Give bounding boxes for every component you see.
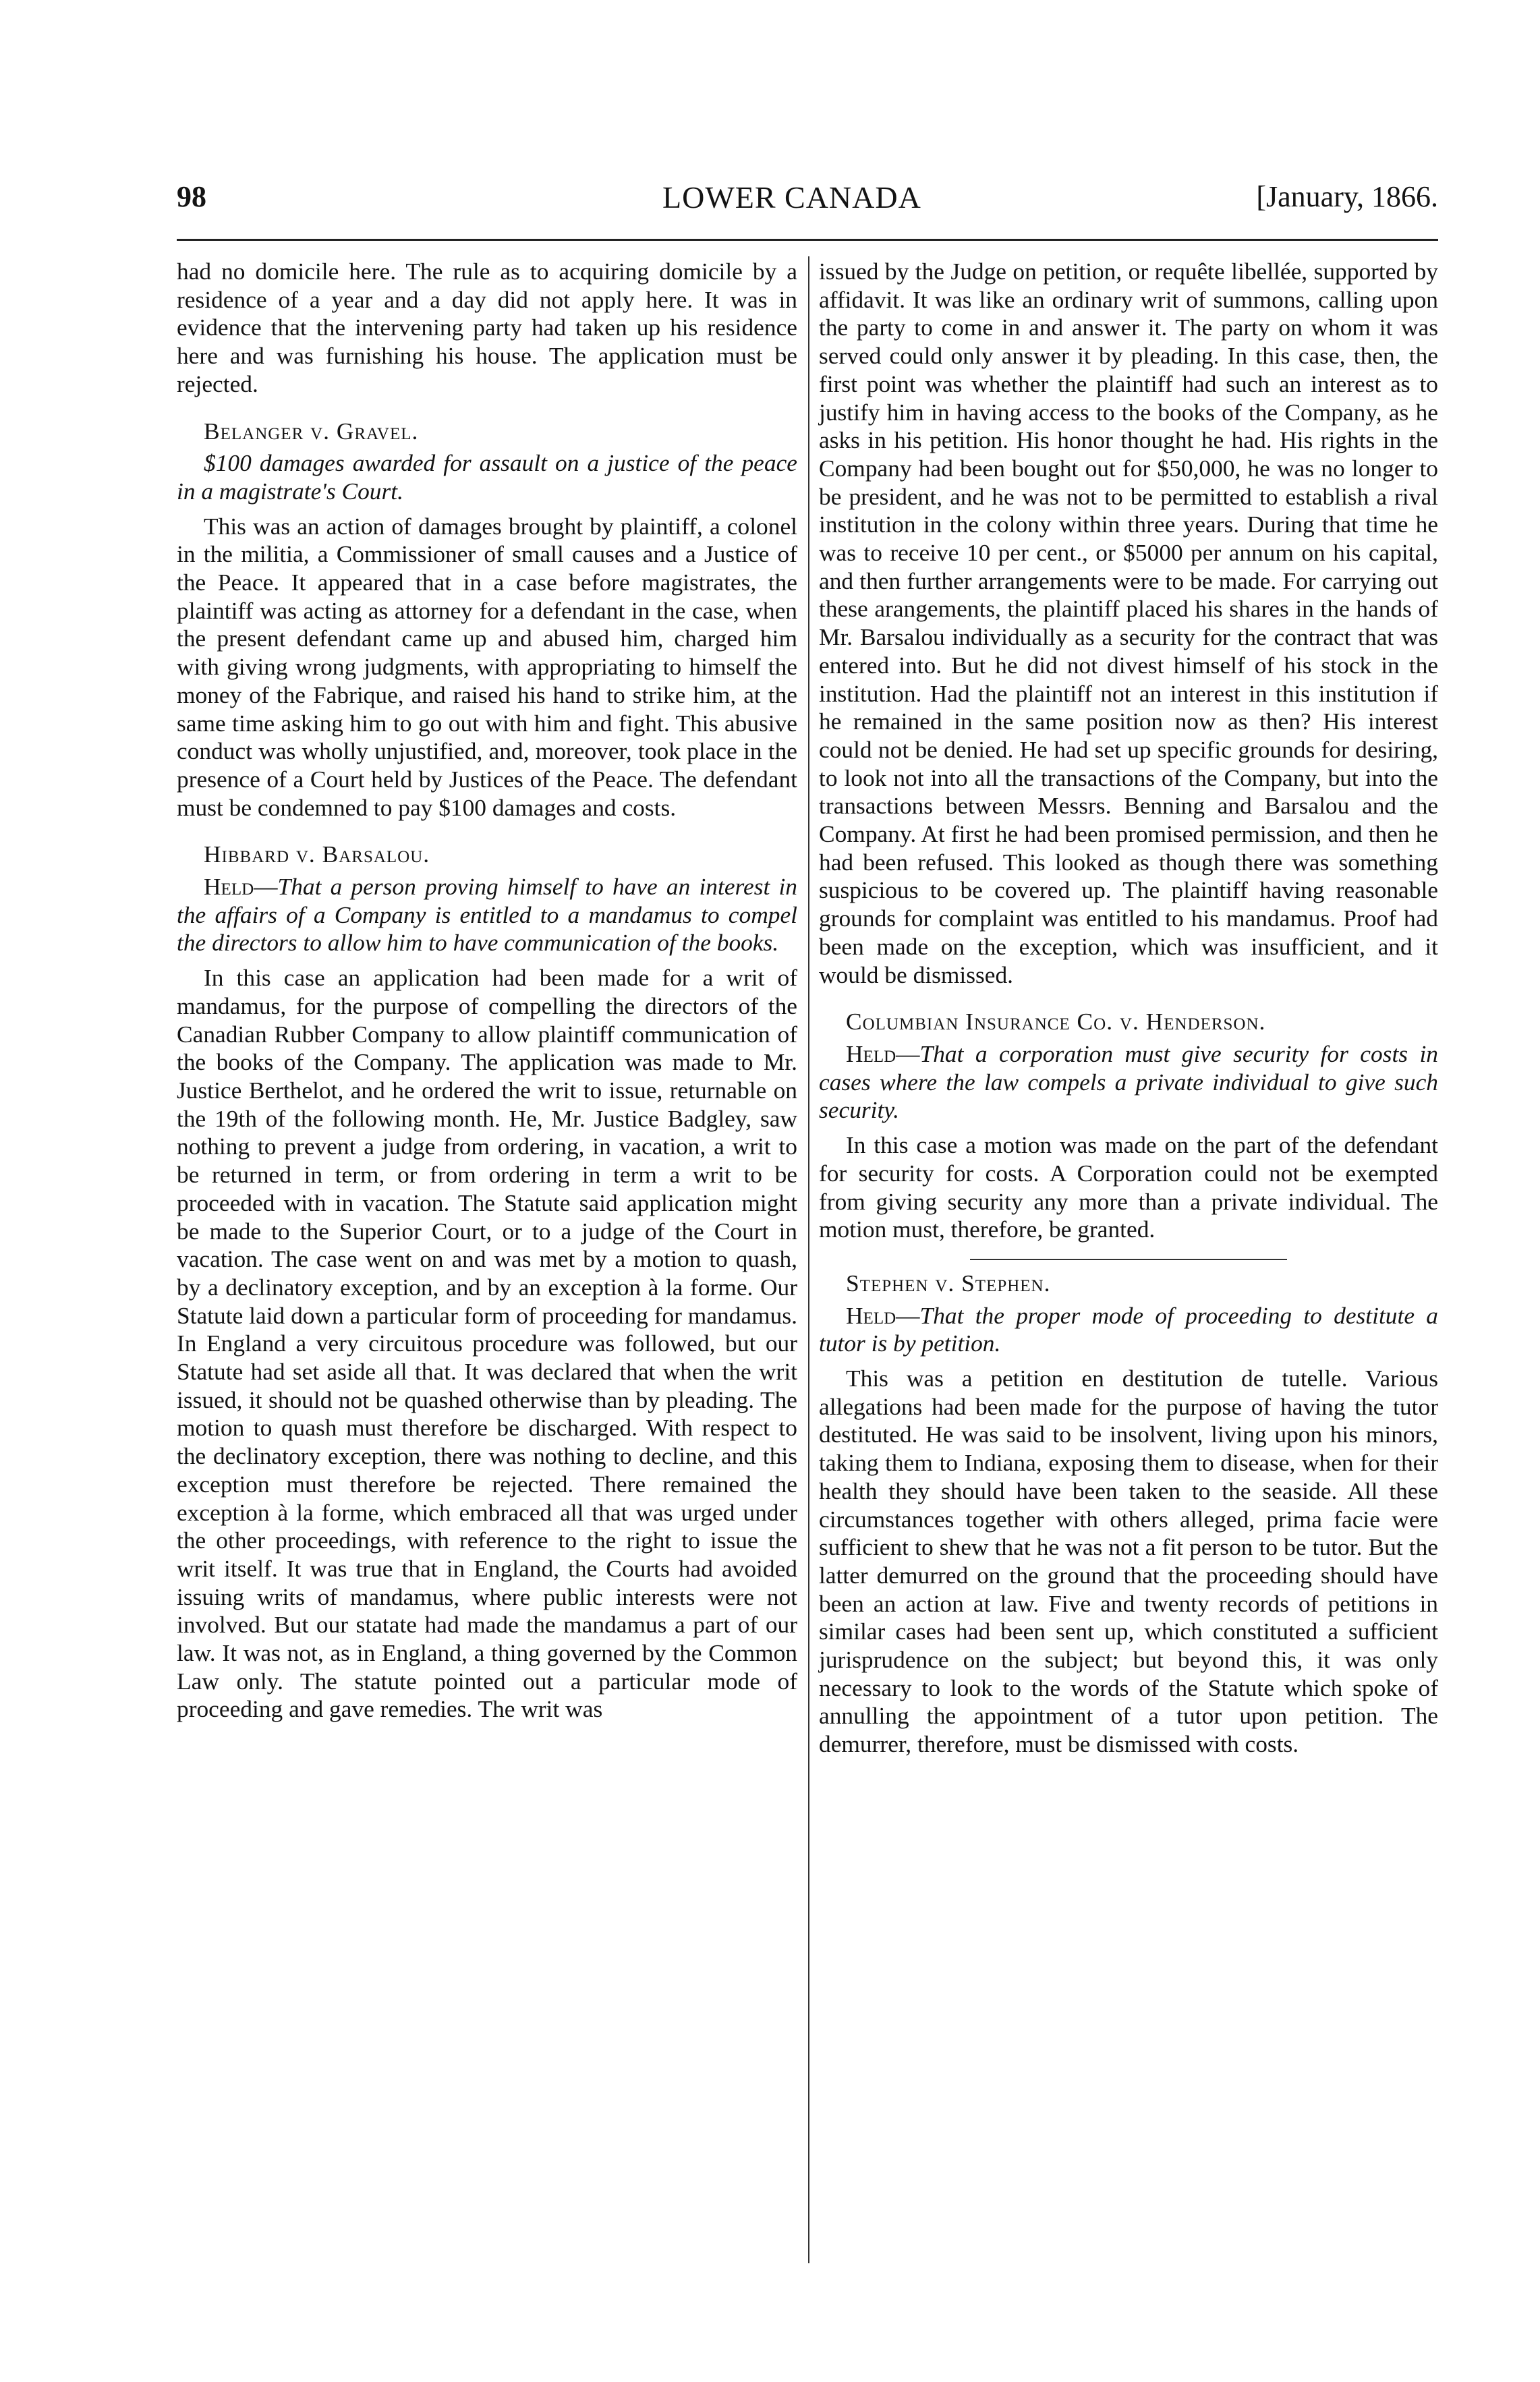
case-holding-stephen: [819, 1302, 1438, 1358]
held-label: Held—: [846, 1301, 920, 1329]
case-title-hibbard: Hibbard v. Barsalou.: [204, 841, 430, 868]
right-column: [819, 258, 1438, 1759]
header-rule: [177, 239, 1438, 241]
held-label: Held—: [846, 1040, 920, 1067]
section-rule: [970, 1259, 1287, 1260]
case-title-belanger: Belanger v. Gravel.: [204, 417, 419, 445]
case-body-belanger: This was an action of damages brought by plaintiff, a colonel in the militia, a Commissioner of small causes and a Justice of the Peace. It appeared that in a case before magistrates, the plaintiff was acting as attorney for a defendant in the case, when the present defendant came up and abused him, charged him with giving wrong judgments, with appropriating to himself the money of the Fabrique, and raised his hand to strike him, at the same time asking him to go out with him and fight. This abusive conduct was wholly unjustified, and, moreover, took place in the presence of a Court held by Justices of the Peace. The defendant must be condemned to pay $100 damages and costs.: [177, 512, 797, 821]
case-holding-columbian: [819, 1040, 1438, 1125]
holding-text: That the proper mode of proceeding to destitute a tutor is by petition.: [819, 1301, 1438, 1357]
case-body-columbian: In this case a motion was made on the part of the defendant for security for costs. A Corporation could not be exempted from giving security any more than a private individual. The motion must, therefore, be granted.: [819, 1131, 1438, 1243]
case-headnote-belanger: $100 damages awarded for assault on a justice of the peace in a magistrate's Court.: [177, 449, 797, 505]
case-body-hibbard-continued: issued by the Judge on petition, or requête libellée, supported by affidavit. It was like an ordinary writ of summons, calling upon the party to come in and answer it. The party on whom it was served could only answer it by pleading. In this case, then, the first point was whether the plaintiff had such an interest as to justify him in having access to the books of the Company, as he asks in his petition. His honor thought he had. His rights in the Company had been bought out for $50,000, he was no longer to be president, and he was not to be permitted to establish a rival institution in the colony within three years. During that time he was to receive 10 per cent., or $5000 per annum on his capital, and then further arrangements were to be made. For carrying out these arangements, the plaintiff placed his shares in the hands of Mr. Barsalou individually as a security for the contract that was entered into. But he did not divest himself of his stock in the institution. Had the plaintiff not an interest in this institution if he remained in the same position now as then? His interest could not be denied. He had set up specific grounds for desiring, to look not into all the transactions of the Company, but into the transactions between Messrs. Benning and Barsalou and the Company. At first he had been promised permission, and then he had been refused. This looked as though there was something suspicious to be covered up. The plaintiff having reasonable grounds for complaint was entitled to his mandamus. Proof had been made on the exception, which was insufficient, and it would be dismissed.: [819, 258, 1438, 988]
page-header: [177, 174, 1438, 228]
case-body-hibbard: In this case an application had been made for a writ of mandamus, for the purpose of compelling the directors of the Canadian Rubber Company to allow plaintiff communication of the books of the Company. The application was made to Mr. Justice Berthelot, and he ordered the writ to issue, returnable on the 19th of the following month. He, Mr. Justice Badgley, saw nothing to prevent a judge from ordering, in vacation, a writ to be returned in term, or from ordering in term a writ to be proceeded with in vacation. The Statute said application might be made to the Superior Court, or to a judge of the Court in vacation. The case went on and was met by a motion to quash, by a declinatory exception, and by an exception à la forme. Our Statute laid down a particular form of proceeding for mandamus. In England a very circuitous procedure was followed, but our Statute had set aside all that. It was declared that when the writ issued, it should not be quashed otherwise than by pleading. The motion to quash must therefore be discharged. With respect to the declinatory exception, there was nothing to decline, and this exception must therefore be rejected. There remained the exception à la forme, which embraced all that was urged under the other proceedings, with reference to the right to issue the writ itself. It was true that in England, the Courts had avoided issuing writs of mandamus, where public interests were not involved. But our statate had made the mandamus a part of our law. It was not, as in England, a thing governed by the Common Law only. The statute pointed out a particular mode of proceeding and gave remedies. The writ was: [177, 964, 797, 1723]
holding-text: That a person proving himself to have an interest in the affairs of a Company is entitled to a mandamus to compel the directors to allow him to have communication of the books.: [177, 873, 797, 957]
case-holding-hibbard: [177, 873, 797, 957]
holding-text: That a corporation must give security for costs in cases where the law compels a private individual to give such security.: [819, 1040, 1438, 1124]
held-label: Held—: [204, 873, 278, 901]
case-body-stephen: This was a petition en destitution de tutelle. Various allegations had been made for the purpose of having the tutor destituted. He was said to be insolvent, living upon his minors, taking them to Indiana, exposing them to disease, when for their health they should have been taken to the seaside. All these circumstances together with others alleged, prima facie were sufficient to shew that he was not a fit person to be tutor. But the latter demurred on the ground that the proceeding should have been an action at law. Five and twenty records of petitions in similar cases had been sent up, which constituted a sufficient jurisprudence on the subject; but beyond this, it was only necessary to look to the words of the Statute which spoke of annulling the appointment of a tutor upon petition. The demurrer, therefore, must be dismissed with costs.: [819, 1365, 1438, 1758]
left-column: [177, 258, 797, 1724]
continued-paragraph: had no domicile here. The rule as to acquiring domicile by a residence of a year and a day did not apply here. It was in evidence that the intervening party had taken up his residence here and was furnishing his house. The application must be rejected.: [177, 258, 797, 397]
column-divider: [808, 256, 809, 2263]
case-title-columbian: Columbian Insurance Co. v. Henderson.: [846, 1008, 1266, 1036]
case-title-stephen: Stephen v. Stephen.: [846, 1269, 1051, 1297]
running-title: LOWER CANADA: [662, 180, 921, 215]
page-number: 98: [177, 180, 206, 213]
issue-date: [January, 1866.: [1256, 180, 1438, 213]
